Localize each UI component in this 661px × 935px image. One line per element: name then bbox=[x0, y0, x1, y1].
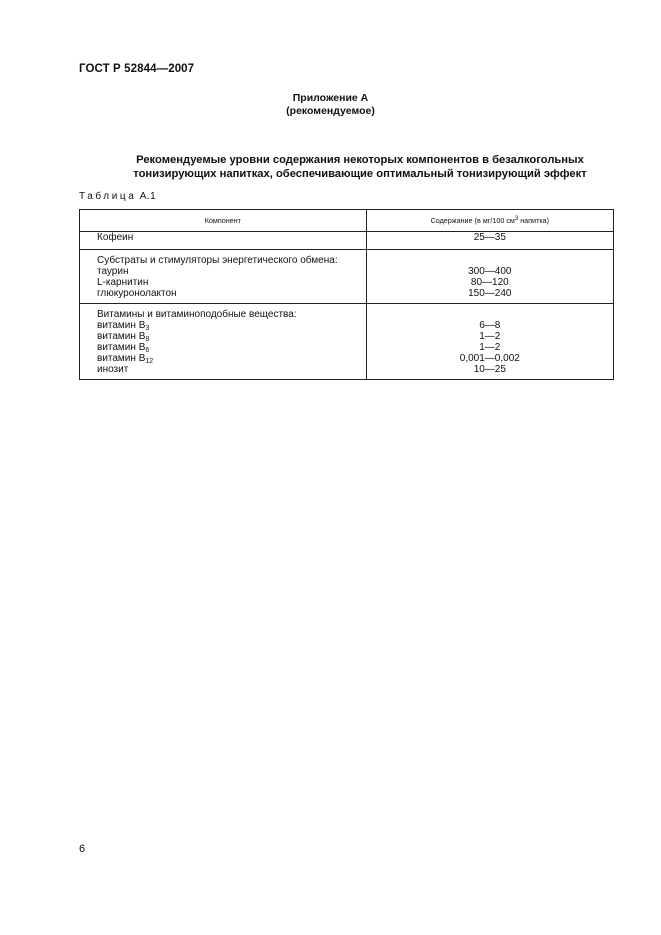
vitamin-name-text: инозит bbox=[97, 364, 129, 375]
vitamin-name-text: витамин B bbox=[97, 353, 146, 364]
table-header-row bbox=[80, 210, 614, 232]
vitamin-name-text: витамин B bbox=[97, 320, 146, 331]
substrate-value: 300—400 bbox=[468, 266, 512, 277]
vitamin-name bbox=[97, 331, 366, 342]
caffeine-value: 25—35 bbox=[366, 232, 613, 250]
substrates-names bbox=[80, 250, 367, 304]
table-row-vitamins bbox=[80, 304, 614, 380]
appendix-title: Приложение А bbox=[292, 92, 369, 104]
substrate-value: 150—240 bbox=[468, 288, 512, 299]
header-component: Компонент bbox=[80, 210, 367, 232]
standard-designation: ГОСТ Р 52844—2007 bbox=[79, 63, 195, 75]
vitamin-name-text: витамин B bbox=[97, 331, 146, 342]
table-row-substrates bbox=[80, 250, 614, 304]
caffeine-name: Кофеин bbox=[80, 232, 367, 250]
components-table bbox=[79, 209, 614, 380]
vitamins-values bbox=[366, 304, 613, 380]
page-number: 6 bbox=[79, 843, 86, 855]
table-label bbox=[79, 191, 156, 202]
table-heading-line-1: Рекомендуемые уровни содержания некоторых компонентов в безалкогольных bbox=[136, 154, 584, 166]
table-row-caffeine bbox=[80, 232, 614, 250]
substrates-values bbox=[366, 250, 613, 304]
vitamin-value: 10—25 bbox=[473, 364, 506, 375]
vitamin-value: 1—2 bbox=[479, 331, 501, 342]
substrate-name: L-карнитин bbox=[97, 277, 149, 288]
substrate-name: таурин bbox=[97, 266, 129, 277]
vitamin-name bbox=[97, 342, 366, 353]
vitamin-name bbox=[97, 364, 366, 375]
vitamins-names bbox=[80, 304, 367, 380]
vitamin-name bbox=[97, 320, 366, 331]
substrates-title: Субстраты и стимуляторы энергетического обмена: bbox=[97, 255, 338, 266]
vitamin-value: 0,001—0,002 bbox=[459, 353, 520, 364]
header-content-sup: 3 bbox=[514, 216, 519, 222]
vitamin-subscript: 12 bbox=[145, 358, 154, 365]
substrate-name: глюкуронолактон bbox=[97, 288, 177, 299]
header-content-tail: напитка) bbox=[518, 216, 550, 225]
vitamins-title-spacer bbox=[367, 309, 613, 320]
header-content bbox=[366, 210, 613, 232]
substrate-value: 80—120 bbox=[470, 277, 509, 288]
table-heading-line-2: тонизирующих напитках, обеспечивающие оптимальный тонизирующий эффект bbox=[133, 168, 587, 180]
vitamin-name bbox=[97, 353, 366, 364]
vitamin-subscript: 6 bbox=[145, 347, 150, 354]
vitamin-name-text: витамин B bbox=[97, 342, 146, 353]
table-label-word: Таблица bbox=[79, 191, 137, 202]
header-content-text: Содержание (в мг/100 см bbox=[430, 216, 515, 225]
table-label-number: А.1 bbox=[139, 191, 157, 202]
vitamins-title: Витамины и витаминоподобные вещества: bbox=[97, 309, 297, 320]
vitamin-subscript: 8 bbox=[145, 336, 150, 343]
vitamin-subscript: 3 bbox=[145, 325, 150, 332]
appendix-status: (рекомендуемое) bbox=[286, 105, 375, 117]
vitamin-value: 6—8 bbox=[479, 320, 501, 331]
vitamin-value: 1—2 bbox=[479, 342, 501, 353]
substrates-title-spacer bbox=[367, 255, 613, 266]
